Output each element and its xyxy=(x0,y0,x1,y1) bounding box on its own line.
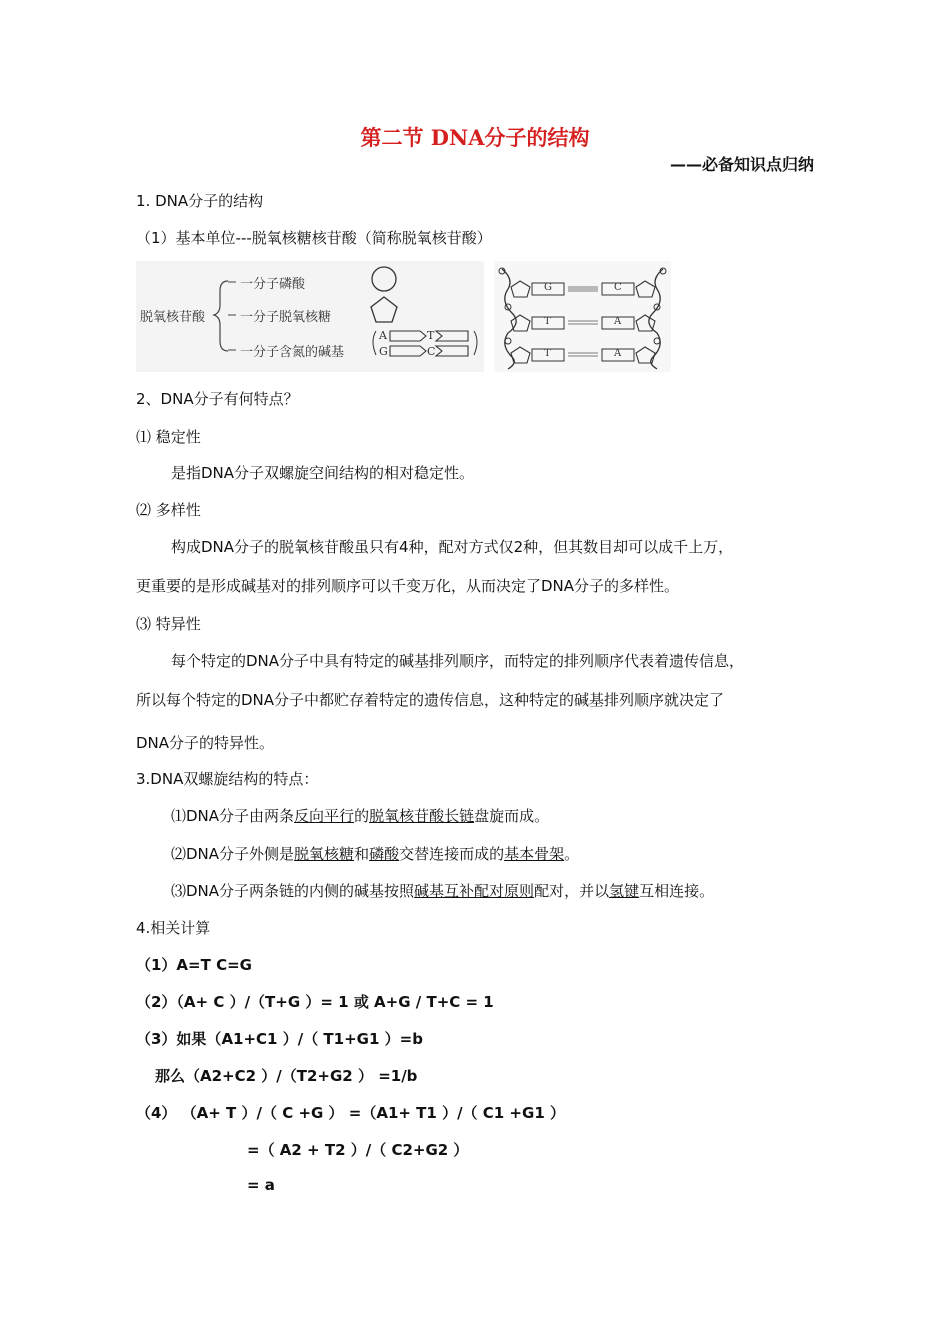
stability-body: 是指DNA分子双螺旋空间结构的相对稳定性。 xyxy=(171,464,475,482)
strand-left-base-3: T xyxy=(544,348,551,359)
phosphate-term: 磷酸 xyxy=(369,845,400,863)
deoxyribose-pentagon-icon xyxy=(371,297,397,322)
diversity-body-line-1: 构成DNA分子的脱氧核苷酸虽只有4种，配对方式仅2种，但其数目却可以成千上万， xyxy=(171,538,734,556)
section-1-sub-heading: （1）基本单位---脱氧核糖核苷酸（简称脱氧核苷酸） xyxy=(136,229,492,247)
helix-feature-2-text: ⑵DNA分子外侧是 xyxy=(171,845,295,863)
helix-feature-1-text: 盘旋而成。 xyxy=(474,807,550,825)
base-shape-a xyxy=(390,331,426,341)
section-3-heading: 3.DNA双螺旋结构的特点： xyxy=(136,770,319,788)
formula-2: （2）（A+ C ）/（T+G ）= 1 或 A+G / T+C = 1 xyxy=(136,993,494,1011)
helix-feature-3-text: 互相连接。 xyxy=(639,882,715,900)
helix-feature-3-text: 配对，并以 xyxy=(534,882,610,900)
base-label-a: A xyxy=(379,329,387,342)
deoxyribose-term: 脱氧核糖 xyxy=(294,845,355,863)
dna-strand-svg xyxy=(494,261,671,372)
helix-feature-2-text: 交替连接而成的 xyxy=(399,845,505,863)
nucleotide-chain-term: 脱氧核苷酸长链 xyxy=(369,807,475,825)
helix-feature-2-text: 。 xyxy=(564,845,580,863)
helix-feature-1-text: ⑴DNA分子由两条 xyxy=(171,807,295,825)
strand-left-base-1: G xyxy=(544,282,552,293)
strand-right-base-1: C xyxy=(614,282,622,293)
figure-item-deoxyribose: 一分子脱氧核糖 xyxy=(240,310,332,325)
specificity-heading: ⑶ 特异性 xyxy=(136,615,201,633)
specificity-body-line-1: 每个特定的DNA分子中具有特定的碱基排列顺序，而特定的排列顺序代表着遗传信息， xyxy=(171,652,745,670)
specificity-body-line-2: 所以每个特定的DNA分子中都贮存着特定的遗传信息，这种特定的碱基排列顺序就决定了 xyxy=(136,691,725,709)
page-title: 第二节 DNA分子的结构 xyxy=(360,125,590,150)
helix-feature-2 xyxy=(171,843,579,864)
specificity-body-line-3: DNA分子的特异性。 xyxy=(136,734,275,752)
formula-1: （1）A=T C=G xyxy=(136,956,252,974)
page-subtitle: ——必备知识点归纳 xyxy=(669,155,814,174)
helix-feature-1-text: 的 xyxy=(354,807,370,825)
diversity-body-line-2: 更重要的是形成碱基对的排列顺序可以千变万化，从而决定了DNA分子的多样性。 xyxy=(136,577,680,595)
formula-4-line-2: =（ A2 + T2 ）/（ C2+G2 ） xyxy=(247,1141,469,1159)
base-pairing-rule-term: 碱基互补配对原则 xyxy=(414,882,535,900)
nucleotide-figure xyxy=(136,261,671,372)
section-4-heading: 4.相关计算 xyxy=(136,919,211,937)
figure-label-nucleotide: 脱氧核苷酸 xyxy=(140,310,206,325)
formula-3: （3）如果（A1+C1 ）/（ T1+G1 ）=b xyxy=(136,1030,423,1048)
section-2-heading: 2、DNA分子有何特点？ xyxy=(136,390,299,408)
formula-4-line-3: = a xyxy=(247,1176,275,1194)
helix-feature-1 xyxy=(171,805,549,826)
helix-feature-3 xyxy=(171,880,714,901)
base-shape-g xyxy=(390,346,426,356)
diversity-heading: ⑵ 多样性 xyxy=(136,501,201,519)
stability-heading: ⑴ 稳定性 xyxy=(136,428,201,446)
strand-left-base-2: T xyxy=(544,316,551,327)
formula-3-result: 那么（A2+C2 ）/（T2+G2 ） =1/b xyxy=(155,1067,418,1085)
formula-4: （4） （A+ T ）/（ C +G ） =（A1+ T1 ）/（ C1 +G1 ） xyxy=(136,1104,565,1122)
figure-item-phosphate: 一分子磷酸 xyxy=(240,277,306,292)
dna-double-strand-diagram xyxy=(494,261,671,372)
strand-right-base-2: A xyxy=(614,316,622,327)
backbone-term: 基本骨架 xyxy=(504,845,565,863)
helix-feature-3-text: ⑶DNA分子两条链的内侧的碱基按照 xyxy=(171,882,415,900)
antiparallel-term: 反向平行 xyxy=(294,807,355,825)
nucleotide-composition-diagram xyxy=(136,261,484,372)
hydrogen-bond-term: 氢键 xyxy=(609,882,640,900)
base-shape-c xyxy=(436,346,468,356)
section-1-heading: 1. DNA分子的结构 xyxy=(136,192,264,210)
base-label-t: T xyxy=(427,329,435,342)
helix-feature-2-text: 和 xyxy=(354,845,370,863)
base-shape-t xyxy=(436,331,468,341)
phosphate-circle-icon xyxy=(372,267,396,291)
figure-item-base: 一分子含氮的碱基 xyxy=(240,345,345,360)
base-label-c: C xyxy=(427,345,436,358)
strand-right-base-3: A xyxy=(614,348,622,359)
base-label-g: G xyxy=(379,345,388,358)
